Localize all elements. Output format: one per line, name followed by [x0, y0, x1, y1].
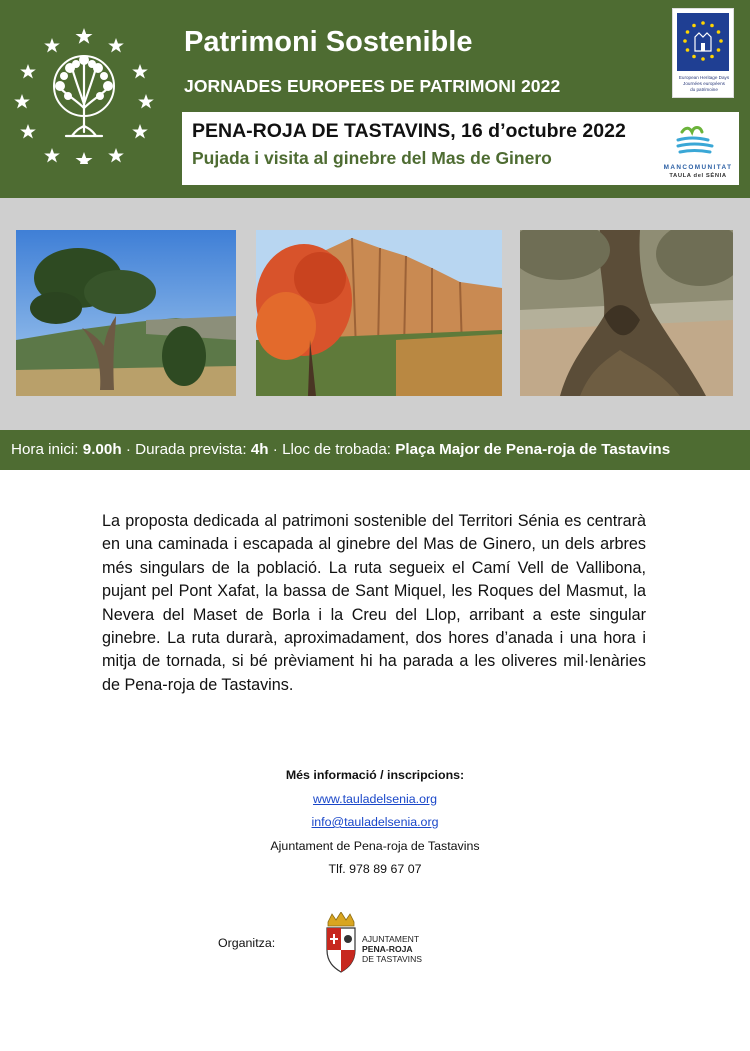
- eu-badge-text-2: Journées européens: [683, 81, 725, 86]
- meeting-place-label: Lloc de trobada:: [282, 441, 392, 458]
- event-box: [182, 112, 739, 185]
- page-title: Patrimoni Sostenible: [184, 26, 473, 58]
- taula-senia-label: TAULA del SÉNIA: [669, 173, 727, 179]
- eu-badge-text-3: du patrimoine: [690, 87, 718, 92]
- organizer-label: Organitza:: [218, 936, 276, 950]
- contact-phone: Tlf. 978 89 67 07: [328, 862, 422, 876]
- event-description: La proposta dedicada al patrimoni sostenible del Territori Sénia es centrarà en una caminada i escapada al ginebre del Mas de Ginero, un dels arbres més singulars de la població. La ruta segueix el Camí Vell de Vallibona, pujant pel Pont Xafat, la bassa de Sant Miquel, les Roques del Masmut, la Nevera del Maset de Borla i la Creu del Llop, arribant a este singular ginebre. La ruta durarà, aproximadament, dos hores d’anada i una hora i mitja de tornada, si bé prèviament hi ha parada a les oliveres mil·lenàries de Pena-roja de Tastavins.: [102, 512, 646, 694]
- contact-block: [0, 764, 750, 882]
- european-heritage-days-badge: [672, 8, 734, 98]
- ajuntament-logo: [324, 912, 444, 976]
- ajuntament-logo-line3: DE TASTAVINS: [362, 954, 423, 964]
- separator: ·: [125, 441, 131, 458]
- mancomunitat-logo: [660, 118, 736, 182]
- juniper-tree-photo: [16, 230, 236, 396]
- contact-heading: Més informació / inscripcions:: [285, 768, 465, 782]
- eu-badge-text-1: European Heritage Days: [678, 75, 730, 80]
- email-link[interactable]: info@tauladelsenia.org: [311, 815, 439, 829]
- ajuntament-logo-line1: AJUNTAMENT: [362, 934, 420, 944]
- event-location-date: PENA-ROJA DE TASTAVINS, 16 d’octubre 2022: [192, 120, 626, 142]
- start-time-label: Hora inici:: [11, 441, 79, 458]
- website-link[interactable]: www.tauladelsenia.org: [313, 791, 437, 806]
- eu-flag-icon: [677, 13, 729, 71]
- duration-value: 4h: [250, 441, 269, 458]
- ajuntament-logo-line2: PENA-ROJA: [362, 944, 413, 954]
- coat-of-arms-icon: [324, 912, 358, 976]
- duration-label: Durada prevista:: [135, 441, 247, 458]
- header-banner: [0, 0, 750, 198]
- autumn-tree-cliffs-photo: [256, 230, 502, 396]
- page-subtitle: JORNADES EUROPEES DE PATRIMONI 2022: [184, 76, 561, 96]
- event-name: Pujada i visita al ginebre del Mas de Ginero: [192, 148, 552, 168]
- start-time-value: 9.00h: [82, 441, 122, 458]
- separator: ·: [272, 441, 278, 458]
- photo-strip: [0, 198, 750, 430]
- mancomunitat-label: MANCOMUNITAT: [663, 164, 733, 171]
- tree-of-life-logo-icon: [14, 24, 154, 164]
- ancient-olive-tree-photo: [520, 230, 733, 396]
- contact-organization: Ajuntament de Pena-roja de Tastavins: [270, 838, 480, 853]
- event-info-bar: [0, 430, 750, 470]
- mancomunitat-mark-icon: [660, 118, 736, 162]
- meeting-place-value: Plaça Major de Pena-roja de Tastavins: [395, 441, 671, 458]
